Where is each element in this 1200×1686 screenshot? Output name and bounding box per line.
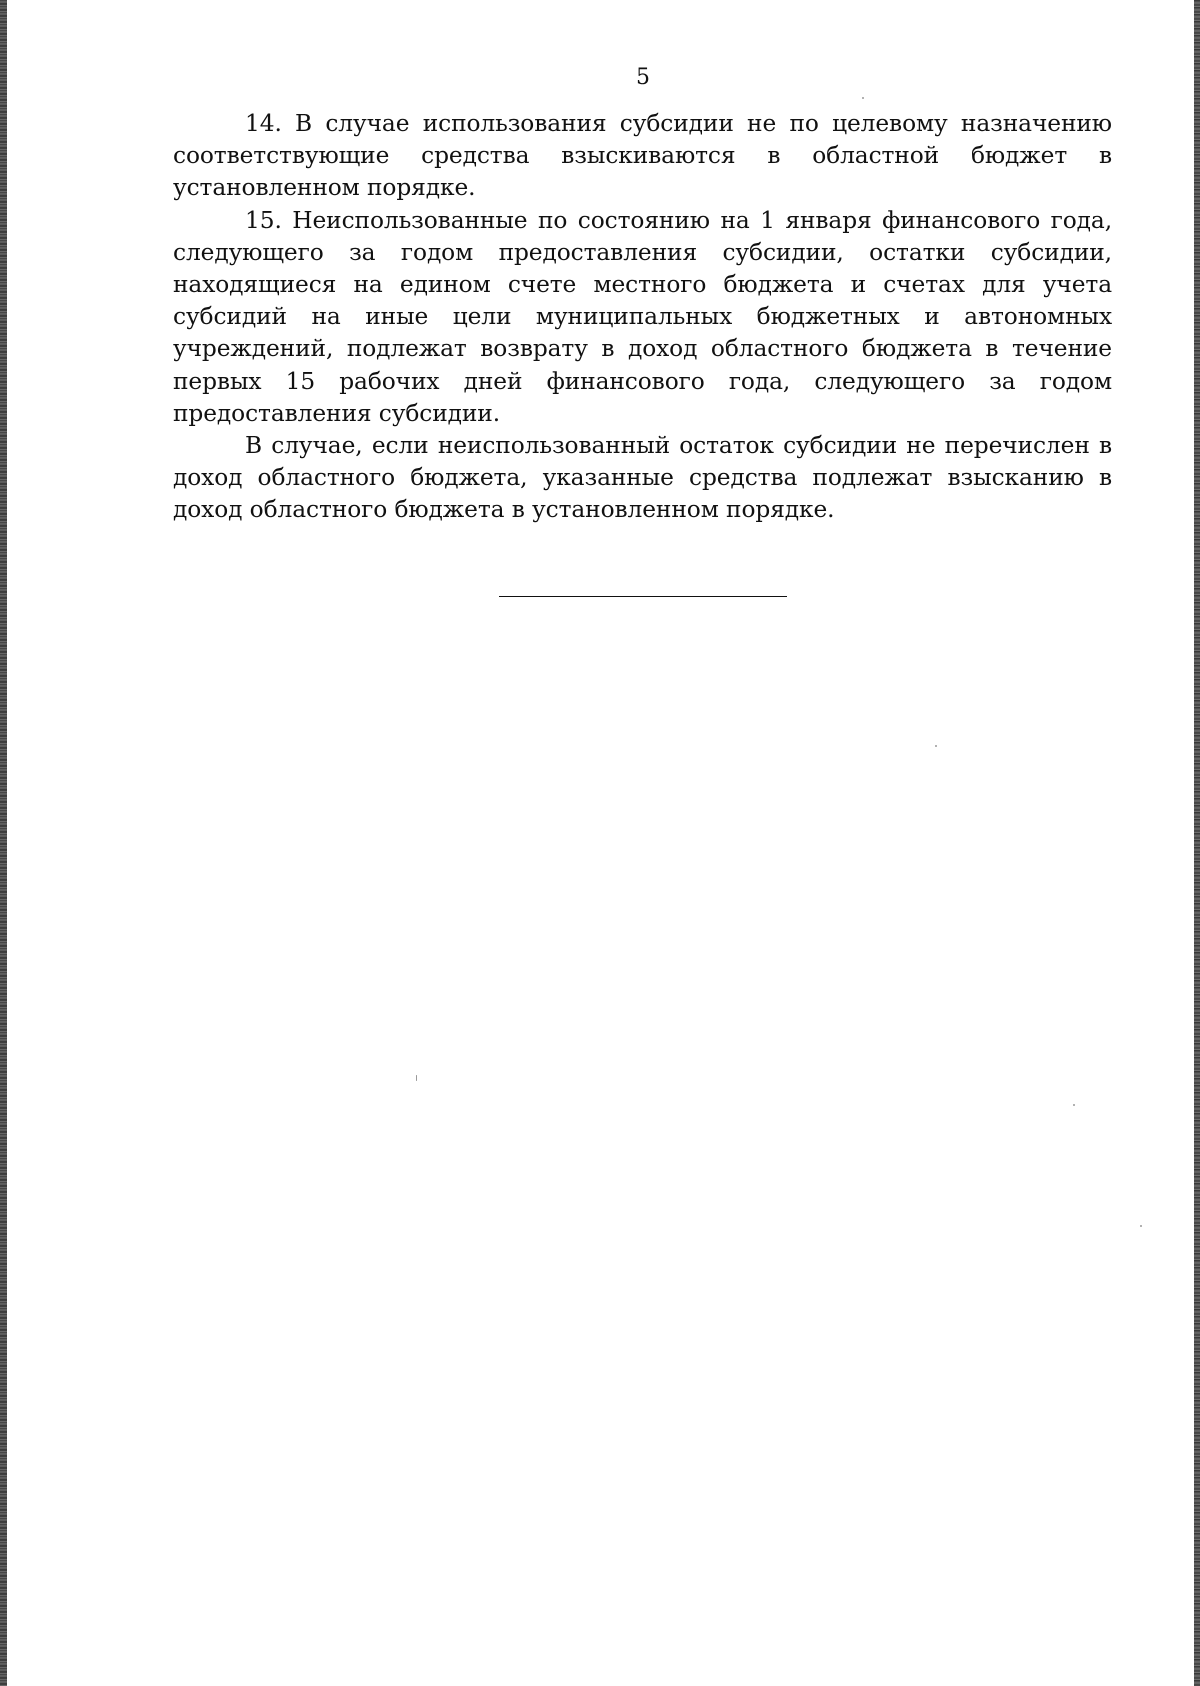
page-number: 5 bbox=[636, 65, 650, 90]
end-of-text-rule bbox=[499, 596, 787, 597]
scan-edge-right bbox=[1194, 0, 1200, 1686]
scan-speck bbox=[1073, 1104, 1075, 1106]
scan-speck bbox=[935, 745, 937, 747]
paragraph-15-continuation: В случае, если неиспользованный остаток субсидии не перечислен в доход областного бюджета, указанные средства подлежат взысканию в доход областного бюджета в установленном порядке. bbox=[173, 432, 1112, 524]
scan-edge-left bbox=[0, 0, 7, 1686]
paragraph-14: 14. В случае использования субсидии не по целевому назначению соответствующие средства взыскиваются в областной бюджет в установленном порядке. bbox=[173, 110, 1112, 202]
scan-speck bbox=[1140, 1225, 1142, 1227]
scan-speck bbox=[416, 1075, 417, 1081]
paragraph-15: 15. Неиспользованные по состоянию на 1 января финансового года, следующего за годом предоставления субсидии, остатки субсидии, находящиеся на едином счете местного бюджета и счетах для учета субсидий на иные цели муниципальных бюджетных и автономных учреждений, подлежат возврату в доход областного бюджета в течение первых 15 рабочих дней финансового года, следующего за годом предоставления субсидии. bbox=[173, 206, 1112, 427]
scan-speck bbox=[862, 97, 864, 99]
document-body bbox=[173, 108, 1112, 527]
